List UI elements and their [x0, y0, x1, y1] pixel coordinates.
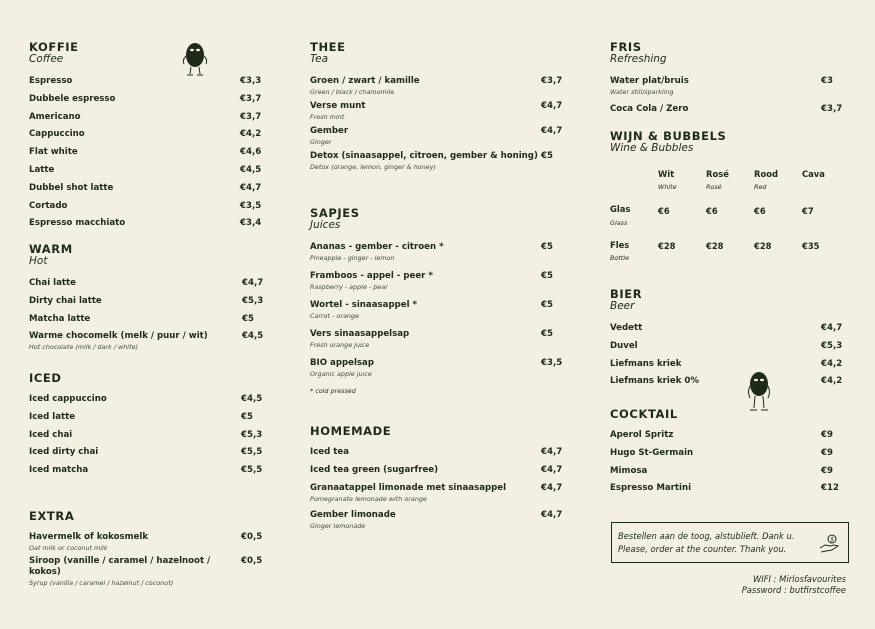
menu-item [29, 532, 264, 553]
item-list [29, 532, 264, 588]
menu-item [29, 112, 264, 123]
item-price: €4,7 [541, 101, 563, 111]
item-price: €4,6 [240, 147, 262, 158]
item-price: €4,7 [541, 482, 563, 493]
section-title: THEE [310, 40, 346, 54]
item-name: Espresso [29, 76, 73, 86]
item-price: €4,2 [821, 376, 843, 387]
order-notice [611, 522, 849, 563]
item-name: Detox (sinaasappel, citroen, gember & honing) [310, 151, 538, 161]
item-price: €4,7 [541, 447, 563, 457]
wine-col-header: Wit [658, 169, 675, 179]
section-subtitle: Beer [610, 300, 635, 312]
wine-price: €35 [802, 241, 820, 251]
item-name: Espresso Martini [610, 483, 692, 494]
item-list [310, 447, 565, 531]
wine-price: €7 [802, 206, 814, 216]
item-price: €5,5 [241, 447, 263, 458]
menu-item [310, 126, 565, 147]
wine-row-label: Fles [610, 240, 630, 250]
wine-col-sub: White [658, 183, 677, 191]
item-price: €0,5 [241, 556, 263, 566]
wifi-info [742, 574, 846, 596]
item-name: Granaatappel limonade met sinaasappel [310, 482, 507, 493]
menu-item [29, 218, 264, 229]
item-name: Liefmans kriek [610, 358, 682, 369]
menu-item [29, 183, 264, 194]
wine-price: €6 [754, 206, 766, 216]
item-price: €4,5 [241, 394, 263, 404]
item-name: Groen / zwart / kamille [310, 76, 420, 86]
section-title: HOMEMADE [310, 424, 392, 438]
item-name: Cappuccino [29, 129, 85, 140]
section-title: WIJN & BUBBELS [610, 129, 727, 143]
menu-item [310, 465, 565, 476]
item-price: €3,3 [240, 76, 262, 86]
item-name: Water plat/bruis [610, 76, 689, 86]
item-price: €5 [241, 411, 253, 422]
menu-item [310, 271, 565, 292]
item-name: Mimosa [610, 465, 648, 476]
menu-item [29, 201, 264, 212]
item-price: €5,3 [821, 340, 843, 351]
svg-text:$: $ [830, 536, 835, 544]
section-sapjes [310, 207, 565, 396]
item-name: Chai latte [29, 278, 76, 288]
item-price: €4,5 [240, 164, 262, 175]
menu-item [310, 76, 565, 97]
wine-price: €28 [658, 241, 676, 251]
item-list [310, 76, 565, 172]
wine-price: €28 [706, 241, 724, 251]
menu-item [310, 151, 565, 172]
item-price: €5 [541, 151, 553, 161]
item-price: €3,4 [240, 218, 262, 229]
item-translation: Detox (orange, lemon, ginger & honey) [310, 163, 436, 171]
section-title: EXTRA [29, 509, 75, 523]
item-list [29, 278, 264, 352]
item-price: €4,5 [242, 331, 264, 342]
wifi-name: WIFI : Mirlosfavourites [752, 574, 846, 584]
menu-item [610, 323, 845, 334]
menu-item [29, 331, 264, 352]
section-subtitle: Coffee [29, 53, 64, 65]
item-price: €4,7 [541, 464, 563, 475]
item-translation: Raspberry - apple - pear [310, 283, 388, 291]
menu-item [29, 129, 264, 140]
item-price: €3,5 [541, 358, 563, 368]
section-title: FRIS [610, 40, 642, 54]
item-list [610, 76, 845, 115]
item-price: €12 [821, 483, 839, 494]
item-name: Iced cappuccino [29, 394, 107, 404]
item-name: Dirty chai latte [29, 295, 102, 306]
item-name: Liefmans kriek 0% [610, 376, 699, 387]
section-cocktail [610, 408, 845, 501]
item-name: Iced tea green (sugarfree) [310, 464, 439, 475]
hand-coin-icon [818, 533, 840, 555]
item-price: €5 [541, 300, 553, 310]
wine-col-sub: Rosé [706, 183, 722, 191]
menu-item [29, 394, 264, 405]
item-name: Matcha latte [29, 313, 91, 324]
menu-item [610, 359, 845, 370]
item-name: Iced matcha [29, 465, 89, 476]
item-name: Vers sinaasappelsap [310, 329, 410, 339]
menu-item [310, 300, 565, 321]
item-name: BIO appelsap [310, 358, 374, 368]
wine-col-sub: Red [754, 183, 767, 191]
item-name: Dubbele espresso [29, 93, 116, 104]
item-translation: Pomegranate lemonade with orange [310, 494, 427, 503]
section-wijn [610, 130, 850, 270]
section-extra [29, 510, 264, 591]
item-name: Aperol Spritz [610, 430, 674, 440]
item-name: Verse munt [310, 101, 366, 111]
section-bier [610, 288, 845, 394]
item-name: Iced chai [29, 429, 73, 440]
item-price: €3,7 [240, 93, 262, 104]
section-iced [29, 372, 264, 483]
section-title: COCKTAIL [610, 407, 678, 421]
item-translation: Ginger [310, 138, 332, 146]
item-name: Coca Cola / Zero [610, 103, 689, 114]
item-name: Hugo St-Germain [610, 447, 694, 458]
item-name: Framboos - appel - peer * [310, 271, 433, 281]
item-translation: Carrot - orange [310, 312, 359, 320]
menu-item [310, 242, 565, 263]
menu-item [310, 447, 565, 458]
item-name: Havermelk of kokosmelk [29, 532, 149, 542]
wine-col-header: Rosé [706, 169, 729, 179]
item-translation: Fresh orange juice [310, 341, 370, 349]
section-homemade [310, 425, 565, 538]
item-price: €5 [541, 329, 553, 339]
item-name: Gember limonade [310, 510, 396, 521]
mascot-egg-icon [744, 370, 774, 414]
item-translation: Syrup (vanilla / caramel / hazelnut / coconut) [29, 579, 174, 587]
item-price: €5 [242, 313, 254, 324]
item-name: Siroop (vanille / caramel / hazelnoot / kokos) [29, 556, 211, 577]
wine-col-header: Cava [802, 169, 825, 179]
item-translation: Oat milk or coconut milk [29, 544, 108, 552]
section-title: SAPJES [310, 206, 360, 220]
wine-col-header: Rood [754, 169, 778, 179]
item-translation: Water still/sparkling [610, 88, 674, 96]
menu-item [310, 101, 565, 122]
item-price: €5 [541, 242, 553, 252]
item-price: €4,7 [242, 278, 264, 288]
section-thee [310, 41, 565, 176]
item-price: €3 [821, 76, 833, 86]
section-subtitle: Tea [310, 53, 329, 65]
item-name: Dubbel shot latte [29, 182, 114, 193]
item-price: €5 [541, 271, 553, 281]
item-name: Flat white [29, 147, 78, 158]
item-price: €5,3 [242, 295, 264, 306]
item-price: €9 [821, 447, 833, 458]
menu-item [29, 165, 264, 176]
menu-item [29, 278, 264, 289]
menu-item [29, 94, 264, 105]
item-translation: Green / black / chamomile [310, 88, 395, 96]
item-price: €3,7 [821, 103, 843, 114]
item-name: Americano [29, 111, 81, 122]
item-name: Cortado [29, 200, 68, 211]
menu-item [610, 466, 845, 477]
wine-row-sub: Bottle [610, 254, 630, 262]
item-price: €9 [821, 465, 833, 476]
wine-price: €6 [706, 206, 718, 216]
item-price: €4,2 [240, 129, 262, 140]
wifi-password: Password : butfirstcoffee [741, 585, 846, 595]
item-name: Gember [310, 126, 349, 136]
section-fris [610, 41, 845, 122]
item-translation: Organic apple juice [310, 370, 372, 378]
item-price: €0,5 [241, 532, 263, 542]
menu-item [29, 76, 264, 87]
section-koffie [29, 41, 264, 236]
item-name: Wortel - sinaasappel * [310, 300, 418, 310]
menu-item [29, 296, 264, 307]
section-title: KOFFIE [29, 40, 79, 54]
item-name: Duvel [610, 340, 638, 351]
item-price: €4,7 [240, 182, 262, 193]
item-list [29, 76, 264, 229]
item-price: €3,7 [541, 76, 563, 86]
menu-item [610, 76, 845, 97]
section-subtitle: Juices [310, 219, 341, 231]
order-notice-dutch: Bestellen aan de toog, alstublieft. Dank u. [618, 531, 795, 541]
menu-item [610, 341, 845, 352]
menu-item [310, 329, 565, 350]
item-price: €3,5 [240, 200, 262, 211]
item-list [310, 242, 565, 379]
item-name: Iced dirty chai [29, 447, 99, 458]
section-title: BIER [610, 287, 643, 301]
section-subtitle: Hot [29, 255, 48, 267]
menu-item [310, 483, 565, 504]
item-name: Iced tea [310, 447, 349, 457]
menu-item [29, 556, 264, 588]
item-translation: Hot chocolate (milk / dark / white) [29, 343, 138, 352]
menu-item [29, 147, 264, 158]
section-title: WARM [29, 242, 73, 256]
item-price: €4,2 [821, 358, 843, 369]
menu-item [29, 465, 264, 476]
mascot-egg-icon [180, 40, 210, 78]
menu-item [610, 448, 845, 459]
menu-item [29, 447, 264, 458]
menu-item [610, 376, 845, 387]
menu-item [610, 104, 845, 115]
wine-row-sub: Glass [610, 219, 628, 227]
item-translation: Ginger lemonade [310, 522, 366, 531]
item-price: €4,7 [541, 510, 563, 521]
menu-item [310, 358, 565, 379]
menu-item [610, 483, 845, 494]
section-subtitle: Wine & Bubbles [610, 142, 694, 154]
section-subtitle: Refreshing [610, 53, 667, 65]
item-name: Vedett [610, 323, 643, 333]
wine-price: €6 [658, 206, 670, 216]
item-list [610, 430, 845, 494]
item-price: €3,7 [240, 111, 262, 122]
item-price: €5,3 [241, 429, 263, 440]
item-name: Warme chocomelk (melk / puur / wit) [29, 331, 208, 342]
item-price: €5,5 [241, 465, 263, 476]
item-price: €4,7 [541, 126, 563, 136]
order-notice-english: Please, order at the counter. Thank you. [618, 544, 787, 554]
item-price: €4,7 [821, 323, 843, 333]
section-warm [29, 243, 264, 359]
wine-price: €28 [754, 241, 772, 251]
menu-item [610, 430, 845, 441]
wine-row-label: Glas [610, 204, 631, 214]
menu-item [29, 412, 264, 423]
item-name: Iced latte [29, 411, 76, 422]
item-translation: Fresh mint [310, 113, 345, 121]
menu-item [310, 510, 565, 531]
item-list [610, 323, 845, 387]
item-name: Espresso macchiato [29, 218, 126, 229]
item-name: Ananas - gember - citroen * [310, 242, 444, 252]
section-title: ICED [29, 371, 62, 385]
item-name: Latte [29, 164, 55, 175]
menu-item [29, 430, 264, 441]
item-translation: Pineapple - ginger - lemon [310, 254, 395, 262]
menu-item [29, 314, 264, 325]
cold-pressed-note: * cold pressed [310, 387, 356, 395]
item-list [29, 394, 264, 476]
item-price: €9 [821, 430, 833, 440]
